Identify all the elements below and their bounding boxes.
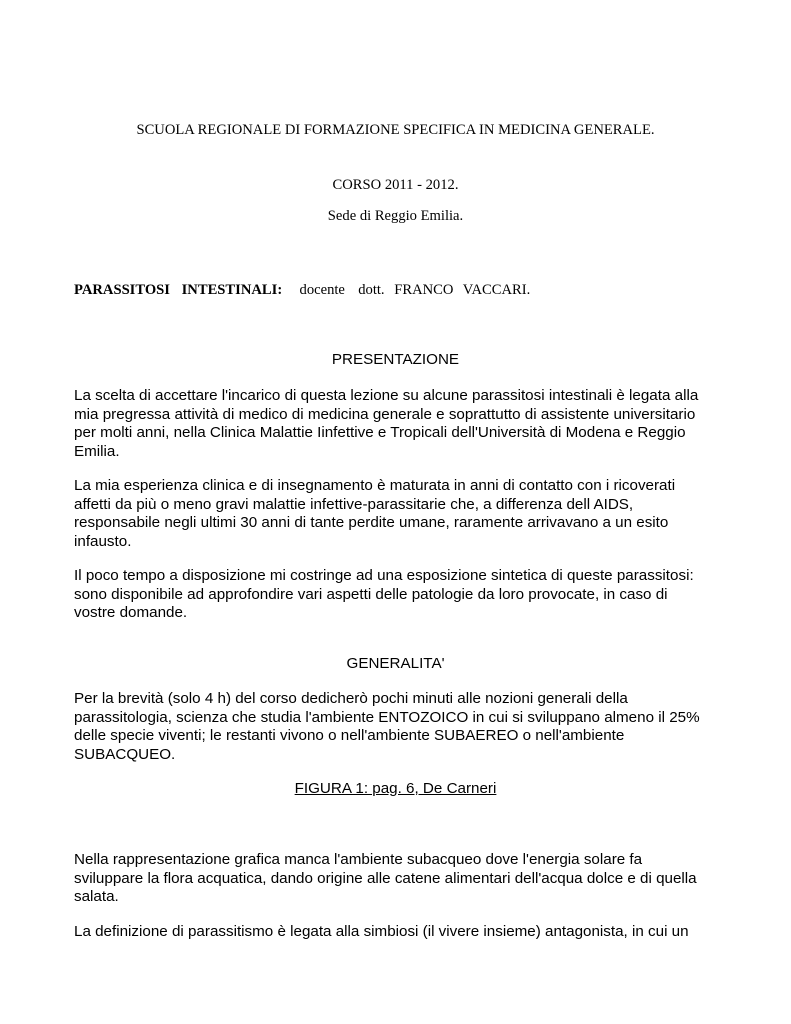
text-line: sviluppare la flora acquatica, dando origine alle catene alimentari dell'acqua dolce e di quella bbox=[74, 869, 697, 887]
paragraph-generalita-1 bbox=[74, 690, 724, 764]
paragraph-presentazione-2 bbox=[74, 477, 724, 551]
course-title: CORSO 2011 - 2012. bbox=[332, 177, 459, 193]
text-line: La scelta di accettare l'incarico di questa lezione su alcune parassitosi intestinali è legata alla bbox=[74, 387, 699, 404]
lecture-lecturer: dott. FRANCO VACCARI. bbox=[358, 282, 531, 298]
paragraph-presentazione-3 bbox=[74, 567, 724, 623]
text-line: sono disponibile ad approfondire vari aspetti delle patologie da loro provocate, in caso di bbox=[74, 585, 668, 603]
lecture-line bbox=[74, 282, 530, 299]
lecture-topic: PARASSITOSI INTESTINALI: bbox=[74, 282, 283, 298]
text-line: responsabile negli ultimi 30 anni di tante perdite umane, raramente arrivavano a un esito bbox=[74, 514, 669, 531]
paragraph-generalita-3 bbox=[74, 923, 724, 942]
figure-caption: FIGURA 1: pag. 6, De Carneri bbox=[294, 780, 497, 797]
text-line: affetti da più o meno gravi malattie infettive-parassitarie che, a differenza dell AIDS, bbox=[74, 495, 634, 513]
paragraph-generalita-2 bbox=[74, 851, 724, 907]
text-line: parassitologia, scienza che studia l'ambiente ENTOZOICO in cui si sviluppano almeno il 25% bbox=[74, 708, 700, 726]
text-line: La mia esperienza clinica e di insegnamento è maturata in anni di contatto con i ricoverati bbox=[74, 477, 676, 494]
text-line: Per la brevità (solo 4 h) del corso dedicherò pochi minuti alle nozioni generali della bbox=[74, 690, 628, 707]
text-line: Il poco tempo a disposizione mi costringe ad una esposizione sintetica di queste parassitosi: bbox=[74, 567, 694, 584]
school-title: SCUOLA REGIONALE DI FORMAZIONE SPECIFICA IN MEDICINA GENERALE. bbox=[136, 122, 655, 138]
text-line: per molti anni, nella Clinica Malattie Iinfettive e Tropicali dell'Università di Modena e Reggio bbox=[74, 424, 686, 441]
text-line: delle specie viventi; le restanti vivono o nell'ambiente SUBAEREO o nell'ambiente bbox=[74, 727, 625, 744]
heading-generalita: GENERALITA' bbox=[346, 655, 445, 672]
text-line: Nella rappresentazione grafica manca l'ambiente subacqueo dove l'energia solare fa bbox=[74, 851, 643, 868]
heading-presentazione: PRESENTAZIONE bbox=[331, 351, 460, 368]
location-title: Sede di Reggio Emilia. bbox=[327, 208, 464, 224]
text-line: mia pregressa attività di medico di medicina generale e soprattutto di assistente universitario bbox=[74, 405, 696, 423]
paragraph-presentazione-1 bbox=[74, 387, 724, 461]
lecture-role: docente bbox=[299, 282, 345, 298]
text-line: infausto. bbox=[74, 532, 132, 550]
text-line: Emilia. bbox=[74, 442, 120, 460]
text-line: La definizione di parassitismo è legata alla simbiosi (il vivere insieme) antagonista, in cui un bbox=[74, 923, 689, 940]
text-line: vostre domande. bbox=[74, 604, 188, 621]
text-line: SUBACQUEO. bbox=[74, 745, 176, 763]
text-line: salata. bbox=[74, 888, 119, 905]
